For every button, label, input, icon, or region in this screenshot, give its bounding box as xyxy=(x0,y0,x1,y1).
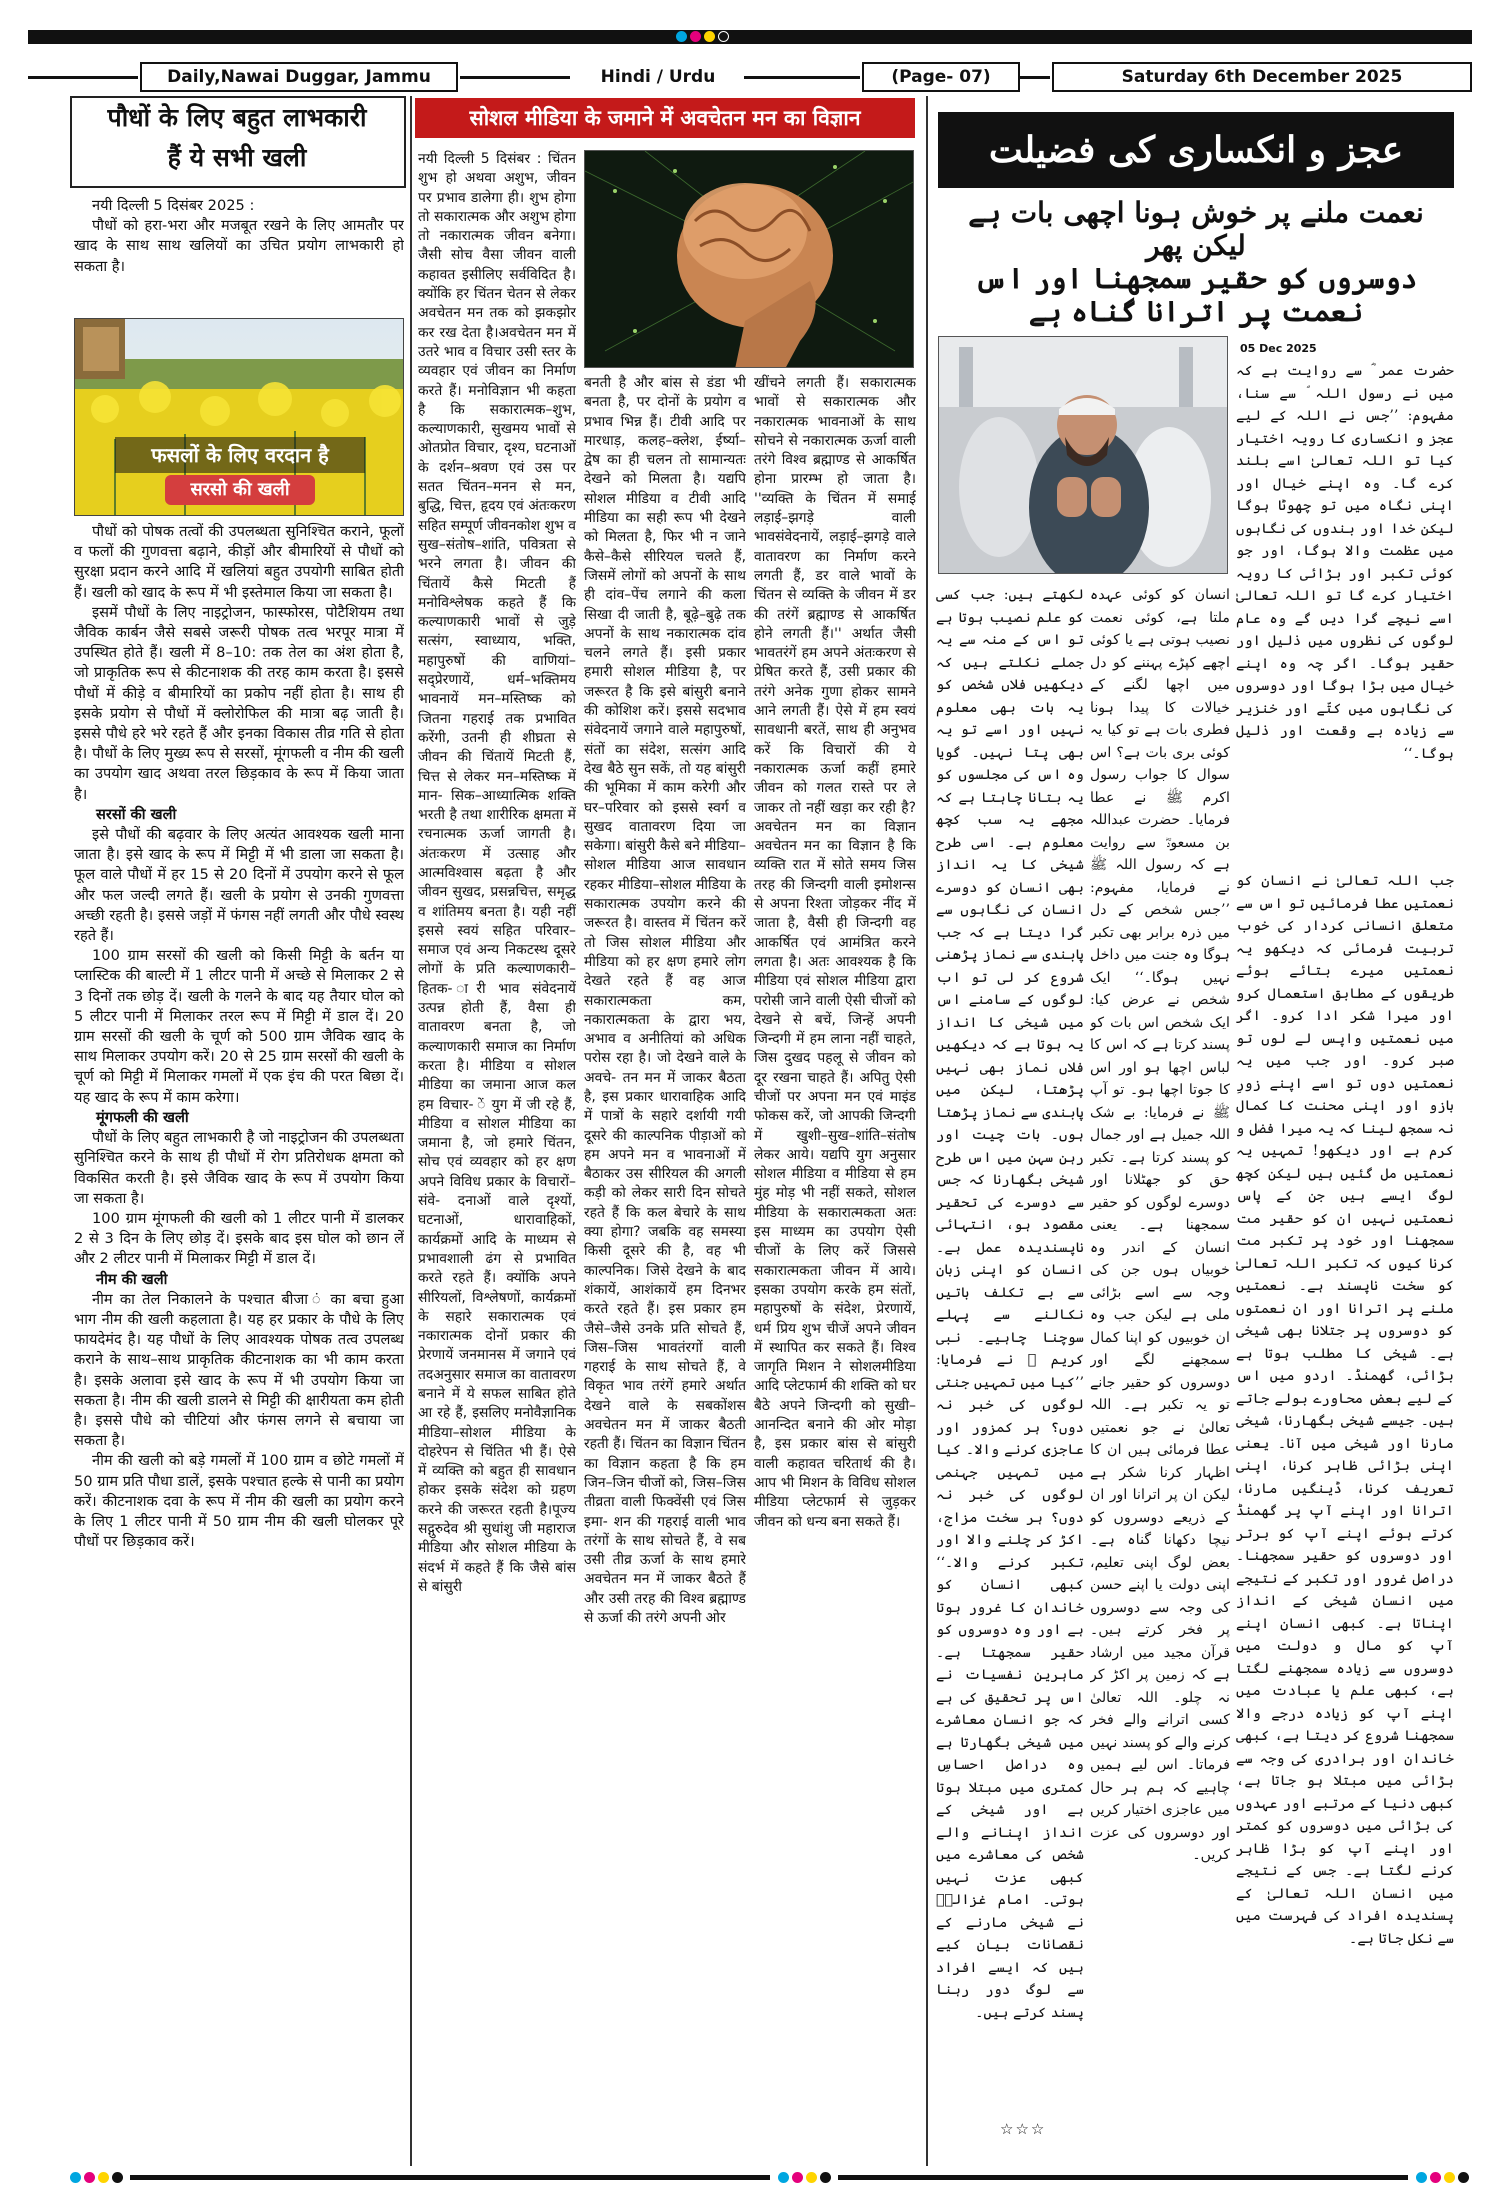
cmyk-marks-top xyxy=(676,31,729,42)
article1-body xyxy=(74,522,404,2172)
cmyk-marks-bottom-left xyxy=(70,2172,123,2183)
article3-subtitle2: دوسروں کو حقیر سمجھنا اور اس نعمت پر اترانا گناہ ہے xyxy=(974,262,1418,328)
article2-col-a-top xyxy=(418,150,576,2170)
header-rule-left xyxy=(28,76,138,79)
cyan-dot xyxy=(1416,2172,1427,2183)
yellow-dot xyxy=(98,2172,109,2183)
mustard-field-image xyxy=(74,318,404,516)
mosque-prayer-image xyxy=(938,336,1228,574)
prayer-illustration xyxy=(939,337,1228,574)
brain-network-illustration xyxy=(585,151,914,368)
header-rule xyxy=(744,76,860,79)
article1-dateline: नयी दिल्ली 5 दिसंबर 2025 : xyxy=(92,197,255,214)
article2-col-c: खींचने लगती हैं। सकारात्मक भावों से सकारात्मक और नकारात्मक भावनाओं के साथ सोचने से नकारात्मक ऊर्जा वाली तरंगे विश्व ब्रह्माण्ड से आकर्षित होना प्रारम्भ हो जाता है। ''व्यक्ति के चिंतन में समाई लड़ाई–झगड़े वाली भावसंवेदनायें, लड़ाई–झगड़े वाले वातावरण का निर्माण करने लगती हैं, डर वाले भावों के चिंतन से व्यक्ति के जीवन में डर की तरंगें ब्रह्माण्ड से आकर्षित होने लगती हैं।'' अर्थात जैसी भावतरंगें हम अपने अंतःकरण से प्रेषित करते हैं, उसी प्रकार की तरंगे अनेक गुणा होकर सामने आने लगती हैं। ऐसे में हम स्वयं सावधानी बरतें, साथ ही अनुभव करें कि विचारों की ये नकारात्मक ऊर्जा कहीं हमारे जीवन को गलत रास्ते पर ले जाकर तो नहीं खड़ा कर रही है? अवचेतन मन का विज्ञान अवचेतन मन का विज्ञान है कि व्यक्ति रात में सोते समय जिस तरह की जिन्दगी वाली इमोशन्स से अपना रिश्ता जोड़कर नींद में जाता है, वैसी ही जिन्दगी वह आकर्षित एवं आमंत्रित करने लगता है। अतः आवश्यक है कि मीडिया एवं सोशल मीडिया द्वारा परोसी जाने वाली ऐसी चीजों को देखने से बचें, जिन्हें अपनी जिन्दगी में हम लाना नहीं चाहते, जिस दुखद पहलू से जीवन को दूर रखना चाहते हैं। अपितु ऐसी चीजों पर अपना मन एवं माइंड फोकस करें, जो आपकी जिन्दगी में खुशी–सुख–शांति–संतोष लेकर आये। यद्यपि युग अनुसार सोशल मीडिया व मीडिया से हम मुंह मोड़ भी नहीं सकते, सोशल मीडिया के सकारात्मकता अतः इस माध्यम का उपयोग ऐसी चीजों के लिए करें जिससे सकारात्मकता जीवन में आये। इसका उपयोग करके हम संतों, महापुरुषों के संदेश, प्रेरणायें, धर्म प्रिय शुभ चीजें अपने जीवन में स्थापित कर सकते हैं। विश्व जागृति मिशन ने सोशलमीडिया आदि प्लेटफार्म की शक्ति को घर बैठे अपने जिन्दगी को सुखी–आनन्दित बनाने की ओर मोड़ा है, इस प्रकार बांस से बांसुरी वाली कहावत चरितार्थ की है। आप भी मिशन के विविध सोशल मीडिया प्लेटफार्म से जुड़कर जीवन को धन्य बना सकते हैं। xyxy=(754,375,916,1530)
black-dot xyxy=(820,2172,831,2183)
article3-col-mid xyxy=(936,584,1084,2114)
article3-col-left-text: انسان کو کوئی عہدہ ملتا ہے، کوئی نعمت نصیب ہوتی ہے یا کوئی اچھے کپڑے پہننے کو دل میں اچھا لگنے کے خیالات کا پیدا ہونا فطری بات ہے تو کیا یہ کوئی بری بات ہے؟ اس سوال کا جواب رسول اکرم ﷺ نے عطا فرمایا۔ حضرت عبداللہ بن مسعودؓ سے روایت ہے کہ رسول اللہ ﷺ نے فرمایا، مفہوم: ’’جس شخص کے دل میں ذرہ برابر بھی تکبر ہوگا وہ جنت میں داخل نہیں ہوگا۔‘‘ ایک شخص نے عرض کیا: ایک شخص اس بات کو پسند کرتا ہے کہ اس کا لباس اچھا ہو اور اس کا جوتا اچھا ہو۔ تو آپ ﷺ نے فرمایا: بے شک اللہ جمیل ہے اور جمال کو پسند کرتا ہے۔ تکبر حق کو جھٹلانا اور دوسرے لوگوں کو حقیر سمجھنا ہے۔ یعنی انسان کے اندر وہ خوبیاں ہوں جن کی وجہ سے اسے بڑائی ملی ہے لیکن جب وہ ان خوبیوں کو اپنا کمال سمجھنے لگے اور دوسروں کو حقیر جانے تو یہ تکبر ہے۔ اللہ تعالیٰ نے جو نعمتیں عطا فرمائی ہیں ان کا اظہار کرنا شکر ہے لیکن ان پر اترانا اور ان کے ذریعے دوسروں کو نیچا دکھانا گناہ ہے۔ بعض لوگ اپنی تعلیم، اپنی دولت یا اپنے حسن کی وجہ سے دوسروں پر فخر کرتے ہیں۔ قرآن مجید میں ارشاد ہے کہ زمین پر اکڑ کر نہ چلو۔ اللہ تعالیٰ کسی اترانے والے فخر کرنے والے کو پسند نہیں فرماتا۔ اس لیے ہمیں چاہیے کہ ہم ہر حال میں عاجزی اختیار کریں اور دوسروں کی عزت کریں۔ xyxy=(1090,587,1230,1863)
article1-sub-neem: नीम की खली xyxy=(96,1270,168,1288)
header-rule xyxy=(1020,76,1050,79)
article1-p1: पौधों को पोषक तत्वों की उपलब्धता सुनिश्चित कराने, फूलों व फलों की गुणवत्ता बढ़ाने, कीड़ों और बीमारियों से पौधों को सुरक्षा प्रदान करने आदि में खलियां बहुत उपयोगी साबित होती हैं। खली को खाद के रूप में भी इस्तेमाल किया जा सकता है। xyxy=(74,523,404,601)
article1-title-line2: हैं ये सभी खली xyxy=(167,143,307,172)
bottom-rule-left xyxy=(130,2175,770,2180)
article3-right-top xyxy=(1236,360,1454,870)
article3-right-top-text: حضرت عمر ؓ سے روایت ہے کہ میں نے رسول اللہ ؐ سے سنا، مفہوم: ’’جس نے اللہ کے لیے عجز و انکساری کا رویہ اختیار کیا تو اللہ تعالیٰ اسے بلند کرے گا۔ وہ اپنے خیال اور اپنی نگاہ میں تو چھوٹا ہوگا لیکن خدا اور بندوں کی نگاہوں میں عظمت والا ہوگا، اور جو کوئی تکبر اور بڑائی کا رویہ اختیار کرے گا تو اللہ تعالیٰ اسے نیچے گرا دیں گے وہ عام لوگوں کی نظروں میں ذلیل اور حقیر ہوگا۔ اگر چہ وہ اپنے خیال میں بڑا ہوگا اور دوسروں کی نگاہوں میں کتّے اور خنزیر سے زیادہ بے وقعت اور ذلیل ہوگا۔‘‘ xyxy=(1236,363,1454,762)
magenta-dot xyxy=(792,2172,803,2183)
masthead-page: (Page- 07) xyxy=(862,62,1020,92)
mustard-image-caption1: फसलों के लिए वरदान है xyxy=(115,437,365,473)
article1-intro-block xyxy=(74,196,404,314)
cyan-dot xyxy=(676,31,687,42)
yellow-dot xyxy=(704,31,715,42)
article1-p4: 100 ग्राम सरसों की खली को किसी मिट्टी के बर्तन या प्लास्टिक की बाल्टी में 1 लीटर पानी में अच्छे से मिलाकर 2 से 3 दिनों तक छोड़ दें। खली के गलने के बाद यह तैयार घोल को 5 लीटर पानी में मिलाकर तरल रूप में मिट्टी में डाल दें। 20 ग्राम सरसों की खली के चूर्ण को 500 ग्राम जैविक खाद के साथ मिलाकर उपयोग करें। 20 से 25 ग्राम सरसों की खली के चूर्ण को मिट्टी में मिलाकर गमलों में एक इंच की परत बिछा दें। यह खाद के रूप में काम करेगा। xyxy=(74,947,404,1106)
cmyk-marks-bottom-right xyxy=(1416,2172,1469,2183)
article1-title-line1: पौधों के लिए बहुत लाभकारी xyxy=(107,103,367,132)
masthead-language: Hindi / Urdu xyxy=(600,67,716,87)
cyan-dot xyxy=(70,2172,81,2183)
article3-end-stars: ☆☆☆ xyxy=(1000,2120,1047,2138)
magenta-dot xyxy=(690,31,701,42)
cmyk-marks-bottom-center xyxy=(778,2172,831,2183)
masthead-date: Saturday 6th December 2025 xyxy=(1052,62,1472,92)
article1-p8: नीम की खली को बड़े गमलों में 100 ग्राम व छोटे गमलों में 50 ग्राम प्रति पौधा डालें, इसके पश्चात हल्के से पानी का प्रयोग करें। कीटनाशक दवा के रूप में नीम की खली का प्रयोग करने के लिए 1 लीटर पानी में 50 ग्राम नीम की खली घोलकर पूरे पौधों पर छिड़काव करें। xyxy=(74,1452,404,1551)
article3-right-bottom-text: جب اللہ تعالیٰ نے انسان کو نعمتیں عطا فرمائیں تو اس سے متعلق انسانی کردار کی خوب تربیت فرمائی کہ دیکھو یہ نعمتیں میرے بتائے ہوئے طریقوں کے مطابق استعمال کرو اور میرا شکر ادا کرو۔ اگر میں نعمتیں واپس لے لوں تو صبر کرو۔ اور جب میں یہ نعمتیں دوں تو اسے اپنے زورِ بازو اور اپنی محنت کا کمال نہ سمجھ لینا کہ یہ میرا فضل و کرم ہے اور دیکھو! تمہیں یہ نعمتیں مل گئیں ہیں لیکن کچھ لوگ ایسے ہیں جن کے پاس نعمتیں نہیں ان کو حقیر مت سمجھنا اور خود پر تکبر مت کرنا کیوں کہ تکبر اللہ تعالیٰ کو سخت ناپسند ہے۔ نعمتیں ملنے پر اترانا اور ان نعمتوں کو دوسروں پر جتلانا بھی شیخی ہے۔ شیخی کا مطلب ہوتا ہے بڑائی، گھمنڈ۔ اردو میں اس کے لیے بعض محاورے بولے جاتے ہیں۔ جیسے شیخی بگھارنا، شیخی مارنا اور شیخی میں آنا۔ یعنی اپنی بڑائی ظاہر کرنا، اپنی تعریف کرنا، ڈینگیں مارنا، اترانا اور اپنے آپ پر گھمنڈ کرتے ہوئے اپنے آپ کو برتر اور دوسروں کو حقیر سمجھنا۔ دراصل غرور اور تکبر کے نتیجے میں انسان شیخی کے انداز اپناتا ہے۔ کبھی انسان اپنے آپ کو مال و دولت میں دوسروں سے زیادہ سمجھنے لگتا ہے، کبھی علم یا عبادت میں اپنے آپ کو زیادہ درجے والا سمجھنا شروع کر دیتا ہے، کبھی خاندان اور برادری کی وجہ سے بڑائی میں مبتلا ہو جاتا ہے، کبھی دنیا کے مرتبے اور عہدوں کی بڑائی میں دوسروں کو کمتر اور اپنے آپ کو بڑا ظاہر کرنے لگتا ہے۔ جس کے نتیجے میں انسان اللہ تعالیٰ کے پسندیدہ افراد کی فہرست میں سے نکل جاتا ہے۔ xyxy=(1236,873,1454,1947)
article1-p5: पौधों के लिए बहुत लाभकारी है जो नाइट्रोजन की उपलब्धता सुनिश्चित करने के साथ ही पौधों में रोग प्रतिरोधक क्षमता को विकसित करती है। इसे जैविक खाद के रूप में उपयोग किया जा सकता है। xyxy=(74,1129,404,1207)
yellow-dot xyxy=(1444,2172,1455,2183)
bottom-rule-right xyxy=(838,2175,1408,2180)
article3-col-left xyxy=(1090,584,1230,2124)
article1-sub-groundnut: मूंगफली की खली xyxy=(96,1108,189,1126)
mustard-image-caption2: सरसो की खली xyxy=(165,475,315,505)
column-divider xyxy=(926,96,928,2166)
article2-col-b: बनती है और बांस से डंडा भी बनता है, पर दोनों के प्रयोग व प्रभाव भिन्न हैं। टीवी आदि पर मारधाड़, कलह–क्लेश, ईर्ष्या–द्वेष का ही चलन तो सामान्यतः देखने को मिलता है। यद्यपि सोशल मीडिया व टीवी आदि मीडिया का सही रूप भी देखने को मिलता है, फिर भी न जाने कैसे–कैसे सीरियल चलते हैं, जिसमें लोगों को अपनों के साथ ही दांव–पेंच लगाने की कला सिखा दी जाती है, बूढ़े–बुढ़े तक अपनों के साथ नकारात्मक दांव चलने लगते हैं। इसी प्रकार हमारी सोशल मीडिया है, पर जरूरत है कि इसे बांसुरी बनाने की कोशिश करें। इससे सदभाव संवेदनायें जगाने वाले महापुरुषों, संतों का संदेश, सत्संग आदि देख बैठे सुन सकें, तो यह बांसुरी की भूमिका में काम करेगी और घर–परिवार को इससे स्वर्ग व सुखद वातावरण दिया जा सकेगा। बांसुरी कैसे बने मीडिया–सोशल मीडिया आज सावधान रहकर मीडिया–सोशल मीडिया के सकारात्मक उपयोग करने की जरूरत है। वास्तव में चिंतन करें तो जिस सोशल मीडिया और मीडिया को हर क्षण हमारे लोग देखते रहते हैं वह आज सकारात्मकता कम, नकारात्मकता के द्वारा भय, अभाव व अनीतियां को अधिक परोस रहा है। जो देखने वाले के अवचे- तन मन में जाकर बैठता है, इस प्रकार धारावाहिक आदि में पात्रों के सहारे दर्शायी गयी दूसरे की काल्पनिक पीड़ाओं को हम अपने मन व भावनाओं में बैठाकर उस सीरियल की अगली कड़ी को लेकर सारी दिन सोचते रहते हैं कि कल बेचारे के साथ क्या होगा? जबकि वह समस्या किसी दूसरे की है, वह भी काल्पनिक। जिसे देखने के बाद शंकायें, आशंकायें हम दिनभर करते रहते हैं। इस प्रकार हम जैसे–जैसे उनके प्रति सोचते हैं, जिस–जिस भावतंरगों वाली गहराई के साथ सोचते हैं, वे विकृत भाव तरंगें हमारे अर्थात देखने वाले के सबकोंशस अवचेतन मन में जाकर बैठती रहती हैं। चिंतन का विज्ञान चिंतन का विज्ञान कहता है कि हम जिन–जिन चीजों को, जिस–जिस तीव्रता वाली फिक्वेंसी एवं जिस इमा- शन की गहराई वाली भाव तरंगों के साथ सोचते हैं, वे सब उसी तीव्र ऊर्जा के साथ हमारे अवचेतन मन में जाकर बैठते हैं और उसी तरह की विश्व ब्रह्माण्ड से ऊर्जा की तरंगे अपनी ओर xyxy=(584,375,746,1626)
article3-col-mid-text: لکھتے ہیں: جب کسی کو علم نصیب ہوتا ہے تو اس کے منہ سے یہ جملے نکلتے ہیں کہ دیکھیں فلاں شخص کو یہ بات بھی معلوم نہیں اور اسے تو یہ بھی پتا نہیں۔ گویا وہ اس کی مجلسوں کو یہ بتانا چاہتا ہے کہ مجھے یہ سب کچھ معلوم ہے۔ اسی طرح شیخی کا یہ انداز بھی انسان کو دوسرے انسان کی نگاہوں سے گرا دیتا ہے کہ جب پابندی سے نماز پڑھنی شروع کر لی تو اب لوگوں کے سامنے اس میں شیخی کا انداز یہ ہوتا ہے کہ دیکھیں فلاں نماز بھی نہیں پڑھتا، لیکن میں پابندی سے نماز پڑھتا ہوں۔ بات چیت اور رہن سہن میں اس طرح شیخی بگھارنا کہ جس سے دوسرے کی تحقیر مقصود ہو، انتہائی ناپسندیدہ عمل ہے۔ انسان کو اپنی زبان سے بے تکلف باتیں نکالنے سے پہلے سوچنا چاہیے۔ نبی کریم ﷺ نے فرمایا: ’’کیا میں تمہیں جنتی لوگوں کی خبر نہ دوں؟ ہر کمزور اور عاجزی کرنے والا۔ کیا میں تمہیں جہنمی لوگوں کی خبر نہ دوں؟ ہر سخت مزاج، اکڑ کر چلنے والا اور تکبر کرنے والا۔‘‘ کبھی انسان کو خاندان کا غرور ہوتا ہے اور وہ دوسروں کو حقیر سمجھتا ہے۔ ماہرین نفسیات نے اس پر تحقیق کی ہے کہ جو انسان معاشرے میں شیخی بگھارتا ہے وہ دراصل احساسِ کمتری میں مبتلا ہوتا ہے اور شیخی کے انداز اپنانے والے شخص کی معاشرے میں کبھی عزت نہیں ہوتی۔ امام غزالیؒ نے شیخی مارنے کے نقصانات بیان کیے ہیں کہ ایسے افراد سے لوگ دور رہنا پسند کرتے ہیں۔ xyxy=(936,587,1084,2021)
article1-intro: पौधों को हरा-भरा और मजबूत रखने के लिए आमतौर पर खाद के साथ साथ खलियों का उचित प्रयोग लाभकारी हो सकता है। xyxy=(74,217,404,275)
header-rule xyxy=(460,76,570,79)
black-dot xyxy=(1458,2172,1469,2183)
article1-p2: इसमें पौधों के लिए नाइट्रोजन, फास्फोरस, पोटैशियम तथा जैविक कार्बन जैसे सबसे जरूरी पोषक तत्व भरपूर मात्रा में उपस्थित होते हैं। खली में 8–10: तक तेल का अंश होता है, जो प्राकृतिक रूप से कीटनाशक की तरह काम करता है। इससे पौधों में कीड़े व बीमारियों का प्रकोप नहीं होता है। साथ ही इसके प्रयोग से पौधों में क्लोरोफिल की मात्रा बढ़ जाती है। इससे पौधे हरे भरे रहते हैं और इनका विकास तीव्र गति से होता है। पौधों के लिए मुख्य रूप से सरसों, मूंगफली व नीम की खली का उपयोग खाद अथवा तरल छिड़काव के रूप में किया जाता है। xyxy=(74,603,404,803)
article1-p7: नीम का तेल निकालने के पश्चात बीजा ं का बचा हुआ भाग नीम की खली कहलाता है। यह हर प्रकार के पौधे के लिए फायदेमंद है। यह पौधों के लिए आवश्यक पोषक तत्व उपलब्ध कराने के साथ–साथ प्राकृतिक कीटनाशक का भी काम करता है। इसके अलावा इसे खाद के रूप में भी उपयोग किया जा सकता है। नीम की खली डालने से मिट्टी की क्षारीयता कम होती है। इससे पौधे को चीटियां और फंगस लगने से बचाया जा सकता है। xyxy=(74,1290,404,1450)
article2-col-b-block xyxy=(584,374,746,2170)
article3-title: عجز و انکساری کی فضیلت xyxy=(938,112,1454,188)
magenta-dot xyxy=(1430,2172,1441,2183)
article2-col-c-block xyxy=(754,374,916,2170)
black-dot xyxy=(112,2172,123,2183)
yellow-dot xyxy=(806,2172,817,2183)
article3-right-bottom xyxy=(1236,870,1454,2166)
article3-subtitle1: نعمت ملنے پر خوش ہونا اچھی بات ہے لیکن پھر xyxy=(968,196,1424,262)
article1-p6: 100 ग्राम मूंगफली की खली को 1 लीटर पानी में डालकर 2 से 3 दिन के लिए छोड़ दें। इसके बाद इस घोल को छान लें और 2 लीटर पानी में मिलाकर मिट्टी में डाल दें। xyxy=(74,1209,404,1268)
black-dot xyxy=(718,31,729,42)
column-divider xyxy=(410,96,412,2166)
brain-image xyxy=(584,150,914,368)
article1-p3: इसे पौधों की बढ़वार के लिए अत्यंत आवश्यक खली माना जाता है। इसे खाद के रूप में मिट्टी में भी डाला जा सकता है। फूल वाले पौधों में हर 15 से 20 दिनों में उपयोग करने से फूल और फल जल्दी लगते हैं। खली के प्रयोग से उनकी गुणवत्ता अच्छी रहती है। इससे जड़ों में फंगस नहीं लगती और पौधे स्वस्थ रहते हैं। xyxy=(74,826,404,945)
article2-title: सोशल मीडिया के जमाने में अवचेतन मन का विज्ञान xyxy=(415,98,915,138)
article3-date: 05 Dec 2025 xyxy=(1240,342,1317,355)
article2-col-a: नयी दिल्ली 5 दिसंबर : चिंतन शुभ हो अथवा अशुभ, जीवन पर प्रभाव डालेगा ही। शुभ होगा तो सकारात्मक और अशुभ होगा तो नकारात्मक जीवन बनेगा। जैसी सोच वैसा जीवन वाली कहावत इसीलिए सर्वविदित है। क्योंकि हर चिंतन चेतन से लेकर अवचेतन मन तक को झकझोर कर रख देता है।अवचेतन मन में उतरे भाव व विचार उसी स्तर के व्यवहार एवं जीवन का निर्माण करते हैं। मनोविज्ञान भी कहता है कि सकारात्मक–शुभ, कल्याणकारी, सुखमय भावों से ओतप्रोत विचार, दृश्य, घटनाओं के दर्शन–श्रवण एवं उस पर सतत चिंतन–मनन से मन, बुद्धि, चित्त, हृदय एवं अंतःकरण सहित सम्पूर्ण जीवनकोश शुभ व सुख–संतोष–शांति, पवित्रता से भरने लगता है। जीवन की चिंतायें कैसे मिटती हैं मनोविश्लेषक कहते हैं कि कल्याणकारी भावों से जुड़े सत्संग, स्वाध्याय, भक्ति, महापुरुषों की वाणियां–सद्प्रेरणायें, धर्म–भक्तिमय भावनायें मन–मस्तिष्क को जितना गहराई तक प्रभावित करेंगी, उतनी ही शीघ्रता से जीवन की चिंतायें मिटती हैं, चित्त से लेकर मन–मस्तिष्क में मान- सिक–आध्यात्मिक शक्ति भरती है तथा शारीरिक क्षमता में रचनात्मक ऊर्जा जागती है। अंतःकरण में उत्साह और आत्मविश्वास बढ़ता है और जीवन सुखद, प्रसन्नचित्त, समृद्ध व शांतिमय बनता है। यही नहीं इससे स्वयं सहित परिवार–समाज एवं अन्य निकटस्थ दूसरे लोगों के प्रति कल्याणकारी–हितक- ारी भाव संवेदनायें उत्पन्न होती हैं, वैसा ही वातावरण बनता है, जो कल्याणकारी समाज का निर्माण करता है। मीडिया व सोशल मीडिया का जमाना आज कल हम विचार- ें युग में जी रहे हैं, मीडिया व सोशल मीडिया का जमाना है, जो हमारे चिंतन, सोच एवं व्यवहार को हर क्षण अपने विविध प्रकार के विचारों–संवे- दनाओं वाले दृश्यों, घटनाओं, धारावाहिकों, कार्यक्रमों आदि के माध्यम से प्रभावशाली ढंग से प्रभावित करते रहते हैं। क्योंकि अपने सीरियलों, विश्लेषणों, कार्यक्रमों के सहारे सकारात्मक एवं नकारात्मक दोनों प्रकार की प्रेरणायें जनमानस में जगाने एवं तदअनुसार समाज का वातावरण बनाने में ये सफल साबित होते आ रहे हैं, इसलिए मनोवैज्ञानिक मीडिया–सोशल मीडिया के दोहरेपन से चिंतित भी हैं। ऐसे में व्यक्ति को बहुत ही सावधान होकर इसके संदेश को ग्रहण करने की जरूरत रहती है।पूज्य सद्गुरुदेव श्री सुधांशु जी महाराज मीडिया और सोशल मीडिया के संदर्भ में कहते हैं कि जैसे बांस से बांसुरी xyxy=(418,151,576,1595)
article1-title xyxy=(72,98,402,184)
magenta-dot xyxy=(84,2172,95,2183)
top-rule xyxy=(28,30,1472,44)
cyan-dot xyxy=(778,2172,789,2183)
article1-sub-mustard: सरसों की खली xyxy=(96,805,177,823)
masthead-paper: Daily,Nawai Duggar, Jammu xyxy=(140,62,458,92)
